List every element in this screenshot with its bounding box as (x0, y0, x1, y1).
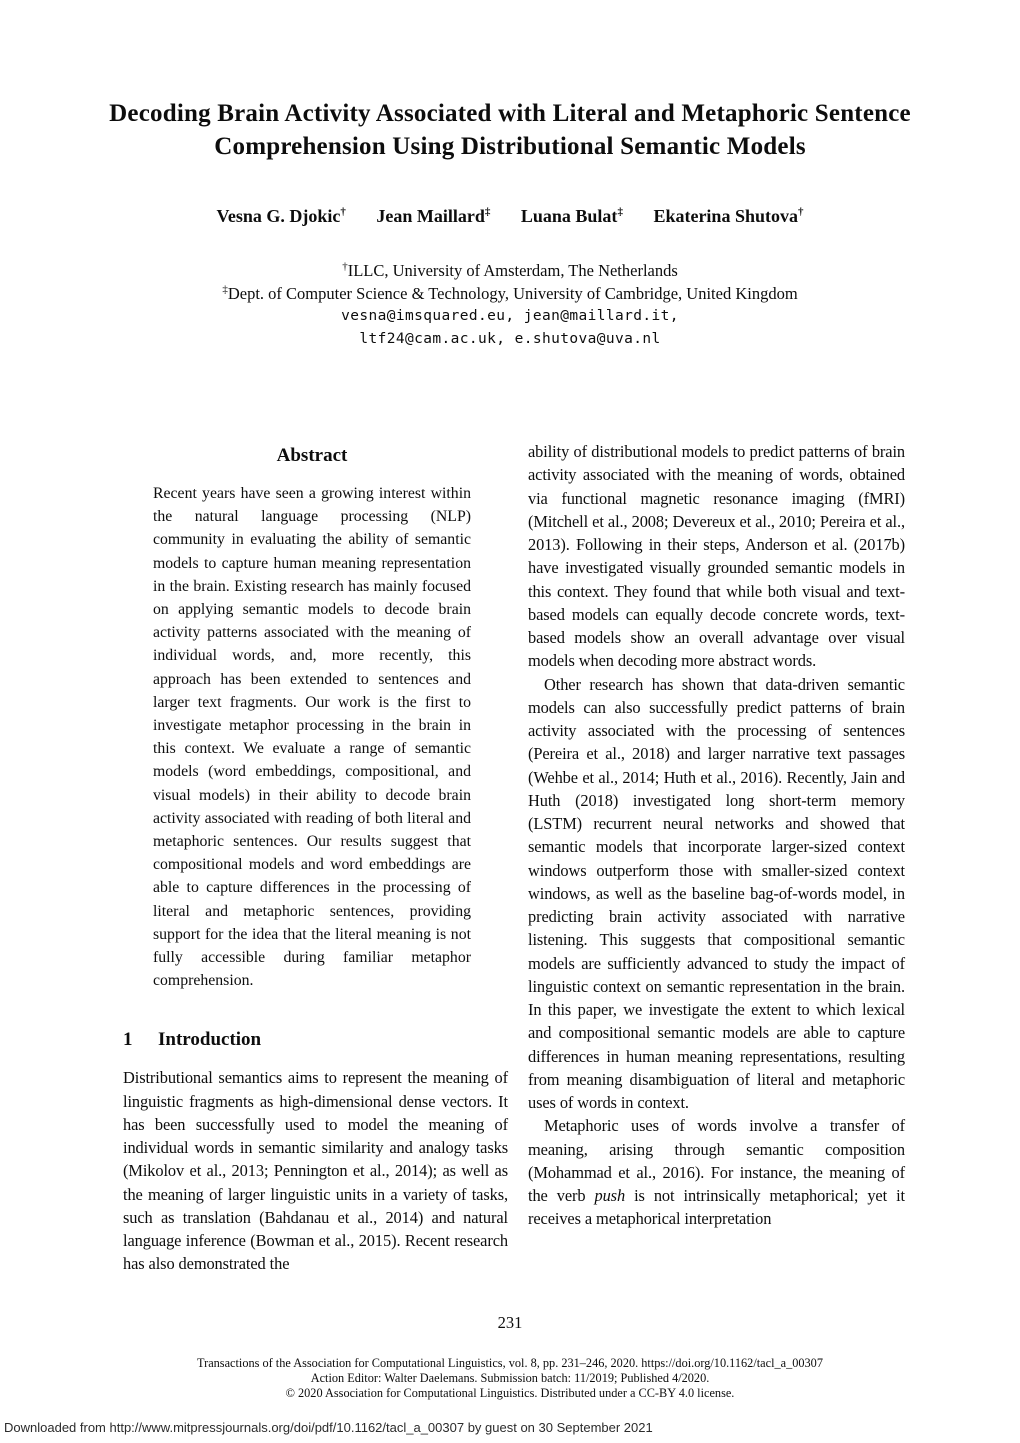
author-name: Luana Bulat (520, 206, 618, 226)
author-maillard (376, 206, 490, 226)
email-line-2: ltf24@cam.ac.uk, e.shutova@uva.nl (359, 331, 661, 347)
abstract-section (153, 445, 471, 992)
affiliation-amsterdam (60, 259, 960, 282)
footer-citation-line: Transactions of the Association for Computational Linguistics, vol. 8, pp. 231–246, 2020. https://doi.org/10.1162/tacl_a_00307 (197, 1356, 823, 1370)
section-number: 1 (123, 1029, 133, 1051)
author-line (60, 206, 960, 227)
author-affiliation-mark: ‡ (484, 206, 491, 218)
author-name: Jean Maillard (376, 206, 485, 226)
author-affiliation-mark: † (797, 206, 804, 218)
two-column-body (123, 440, 907, 1330)
author-affiliation-mark: ‡ (617, 206, 623, 218)
affiliation-mark: ‡ (222, 283, 228, 296)
section-heading-introduction (123, 1029, 508, 1051)
body-paragraph (528, 1114, 905, 1230)
abstract-text: Recent years have seen a growing interest within the natural language processing (NLP) community in evaluating the ability of semantic models to capture human meaning representation in the brain. Existing research has mainly focused on applying semantic models to decode brain activity patterns associated with the meaning of individual words, and, more recently, this approach has been extended to sentences and larger text fragments. Our work is the first to investigate metaphor processing in the brain in this context. We evaluate a range of semantic models (word embeddings, compositional, and visual models) in their ability to decode brain activity associated with reading of both literal and metaphoric sentences. Our results suggest that compositional models and word embeddings are able to capture differences in the processing of literal and metaphoric sentences, providing support for the idea that the literal meaning is not fully accessible during familiar metaphor comprehension. (153, 485, 471, 990)
left-column (123, 440, 508, 1276)
author-affiliation-mark: † (340, 206, 346, 218)
paper-title-line1: Decoding Brain Activity Associated with Literal and Metaphoric Sentence (109, 100, 911, 127)
author-djokic (217, 206, 346, 226)
abstract-heading: Abstract (276, 445, 348, 466)
email-line-1: vesna@imsquared.eu, jean@maillard.it, (341, 308, 679, 324)
author-shutova (653, 206, 803, 226)
affiliation-mark: † (342, 260, 348, 273)
affiliation-cambridge (60, 282, 960, 305)
italic-term-push: push (594, 1186, 626, 1205)
affiliation-text: ILLC, University of Amsterdam, The Netherlands (347, 261, 678, 280)
body-paragraph: ability of distributional models to predict patterns of brain activity associated with the meaning of words, obtained via functional magnetic resonance imaging (fMRI) (Mitchell et al., 2008; Devereux et al., 2010; Pereira et al., 2013). Following in their steps, Anderson et al. (2017b) have investigated visually grounded semantic models in this context. They found that while both visual and text-based models can equally decode concrete words, text-based models show an overall advantage over visual models when decoding more abstract words. (528, 442, 905, 671)
author-bulat (521, 206, 623, 226)
footer-license-line: © 2020 Association for Computational Linguistics. Distributed under a CC-BY 4.0 license. (285, 1385, 735, 1400)
affiliations-block (60, 259, 960, 351)
right-column (528, 440, 905, 1231)
paragraph-text: is not intrinsically metaphorical; yet it receives a metaphorical interpretation (528, 1186, 905, 1229)
footer-editor-line: Action Editor: Walter Daelemans. Submission batch: 11/2019; Published 4/2020. (310, 1370, 710, 1385)
paragraph-text: Metaphoric uses of words involve a transfer of meaning, arising through semantic composition (Mohammad et al., 2016). For instance, the meaning of the verb (528, 1116, 905, 1205)
body-paragraph: Other research has shown that data-driven semantic models can also successfully predict patterns of brain activity associated with the processing of sentences (Pereira et al., 2018) and larger narrative text passages (Wehbe et al., 2014; Huth et al., 2016). Recently, Jain and Huth (2018) investigated long short-term memory (LSTM) recurrent neural networks and showed that semantic models that incorporate larger-sized context windows outperform those with smaller-sized context windows, as well as the baseline bag-of-words model, in predicting brain activity associated with narrative listening. This suggests that compositional semantic models are sufficiently advanced to study the impact of linguistic context on semantic representation in the brain. In this paper, we investigate the extent to which lexical and compositional semantic models are able to capture differences in human meaning representations, resulting from meaning disambiguation of literal and metaphoric uses of words in context. (528, 674, 905, 1112)
affiliation-text: Dept. of Computer Science & Technology, University of Cambridge, United Kingdom (227, 284, 798, 303)
author-name: Ekaterina Shutova (653, 206, 798, 226)
paper-title (60, 97, 960, 163)
section-title: Introduction (158, 1029, 262, 1051)
paper-title-line2: Comprehension Using Distributional Semantic Models (214, 133, 806, 160)
page-number: 231 (497, 1313, 523, 1332)
journal-footer (0, 1356, 1020, 1400)
author-name: Vesna G. Djokic (216, 206, 341, 226)
download-stamp: Downloaded from http://www.mitpressjournals.org/doi/pdf/10.1162/tacl_a_00307 by guest on 30 September 2021 (4, 1420, 653, 1435)
introduction-paragraph: Distributional semantics aims to represent the meaning of linguistic fragments as high-dimensional dense vectors. It has been successfully used to model the meaning of individual words in semantic similarity and analogy tasks (Mikolov et al., 2013; Pennington et al., 2014); as well as the meaning of larger linguistic units in a variety of tasks, such as translation (Bahdanau et al., 2014) and natural language inference (Bowman et al., 2015). Recent research has also demonstrated the (123, 1068, 508, 1274)
